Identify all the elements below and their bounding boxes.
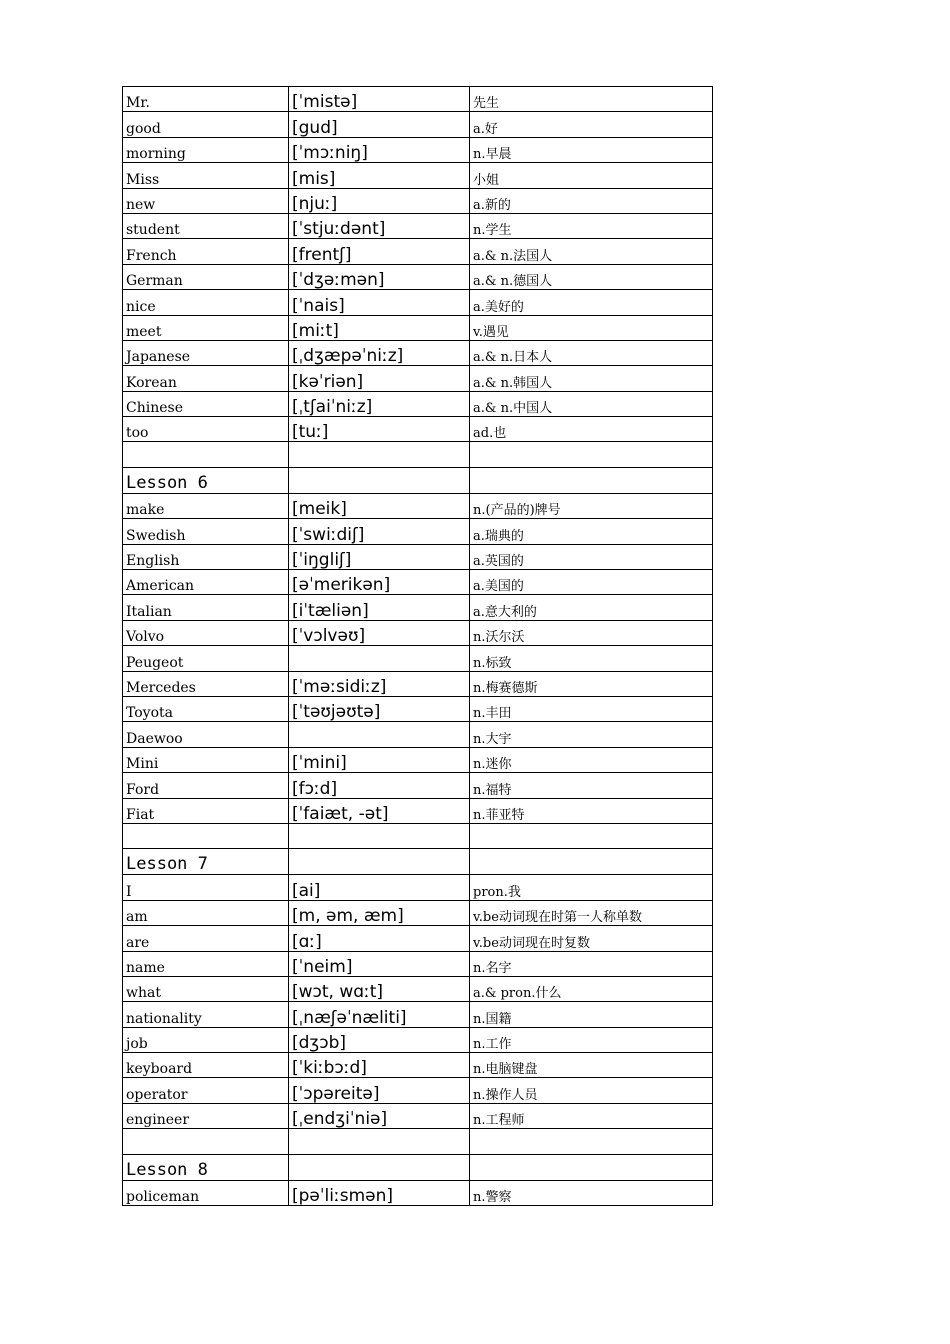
phonetic-cell: [ˈstjuːdənt]	[289, 213, 470, 238]
vocab-row	[123, 1129, 713, 1154]
phonetic-cell: [ˈswiːdiʃ]	[289, 519, 470, 544]
word-cell: policeman	[123, 1180, 289, 1205]
meaning-cell	[470, 442, 713, 467]
vocab-row	[123, 1002, 713, 1027]
phonetic-cell: [dʒɔb]	[289, 1027, 470, 1052]
word-cell: German	[123, 264, 289, 289]
word-cell: good	[123, 112, 289, 137]
phonetic-cell: [ˈfaiæt, -ət]	[289, 798, 470, 823]
vocab-row	[123, 875, 713, 900]
word-cell: are	[123, 926, 289, 951]
vocabulary-table-body	[123, 87, 713, 1206]
phonetic-cell: [wɔt, wɑːt]	[289, 976, 470, 1001]
phonetic-cell	[289, 823, 470, 848]
meaning-cell: n.(产品的)牌号	[470, 493, 713, 518]
meaning-cell: n.早晨	[470, 137, 713, 162]
vocab-row	[123, 87, 713, 112]
lesson-header-row	[123, 467, 713, 493]
vocab-row	[123, 646, 713, 671]
vocab-row	[123, 570, 713, 595]
word-cell: Volvo	[123, 620, 289, 645]
meaning-cell: n.国籍	[470, 1002, 713, 1027]
word-cell: too	[123, 417, 289, 442]
word-cell: am	[123, 900, 289, 925]
word-cell	[123, 442, 289, 467]
empty-cell	[289, 1154, 470, 1180]
meaning-cell: a.& pron.什么	[470, 976, 713, 1001]
phonetic-cell: [əˈmerikən]	[289, 570, 470, 595]
vocab-row	[123, 1027, 713, 1052]
word-cell: English	[123, 544, 289, 569]
phonetic-cell	[289, 722, 470, 747]
vocab-row	[123, 264, 713, 289]
vocab-row	[123, 137, 713, 162]
meaning-cell: a.英国的	[470, 544, 713, 569]
meaning-cell: a.新的	[470, 188, 713, 213]
meaning-cell: a.& n.韩国人	[470, 366, 713, 391]
meaning-cell: a.美国的	[470, 570, 713, 595]
meaning-cell: n.梅赛德斯	[470, 671, 713, 696]
vocab-row	[123, 544, 713, 569]
meaning-cell: n.沃尔沃	[470, 620, 713, 645]
meaning-cell: n.操作人员	[470, 1078, 713, 1103]
meaning-cell: 小姐	[470, 163, 713, 188]
phonetic-cell	[289, 646, 470, 671]
vocab-row	[123, 773, 713, 798]
meaning-cell: v.遇见	[470, 315, 713, 340]
phonetic-cell: [ˈɔpəreitə]	[289, 1078, 470, 1103]
word-cell: Toyota	[123, 696, 289, 721]
vocab-row	[123, 1053, 713, 1078]
meaning-cell: ad.也	[470, 417, 713, 442]
phonetic-cell: [fɔːd]	[289, 773, 470, 798]
phonetic-cell	[289, 1129, 470, 1154]
phonetic-cell: [ˌendʒiˈniə]	[289, 1103, 470, 1128]
vocab-row	[123, 900, 713, 925]
word-cell: Fiat	[123, 798, 289, 823]
phonetic-cell: [ˈmɔːniŋ]	[289, 137, 470, 162]
empty-cell	[470, 1154, 713, 1180]
word-cell: Chinese	[123, 391, 289, 416]
word-cell: meet	[123, 315, 289, 340]
phonetic-cell: [mis]	[289, 163, 470, 188]
phonetic-cell: [kəˈriən]	[289, 366, 470, 391]
vocab-row	[123, 391, 713, 416]
word-cell: Japanese	[123, 340, 289, 365]
meaning-cell: a.& n.日本人	[470, 340, 713, 365]
meaning-cell: n.名字	[470, 951, 713, 976]
vocab-row	[123, 163, 713, 188]
word-cell: morning	[123, 137, 289, 162]
word-cell: what	[123, 976, 289, 1001]
phonetic-cell: [meik]	[289, 493, 470, 518]
vocab-row	[123, 239, 713, 264]
word-cell: Italian	[123, 595, 289, 620]
vocab-row	[123, 951, 713, 976]
empty-cell	[289, 467, 470, 493]
word-cell: Mini	[123, 747, 289, 772]
meaning-cell: v.be动词现在时第一人称单数	[470, 900, 713, 925]
lesson-header-row	[123, 849, 713, 875]
phonetic-cell: [ˈmistə]	[289, 87, 470, 112]
meaning-cell: n.福特	[470, 773, 713, 798]
vocab-row	[123, 823, 713, 848]
phonetic-cell: [njuː]	[289, 188, 470, 213]
lesson-title: Lesson 7	[123, 849, 289, 875]
vocab-row	[123, 112, 713, 137]
word-cell: name	[123, 951, 289, 976]
phonetic-cell: [ˌdʒæpəˈniːz]	[289, 340, 470, 365]
word-cell: I	[123, 875, 289, 900]
phonetic-cell: [ˈtəʊjəʊtə]	[289, 696, 470, 721]
meaning-cell: n.菲亚特	[470, 798, 713, 823]
meaning-cell: n.丰田	[470, 696, 713, 721]
meaning-cell: n.电脑键盘	[470, 1053, 713, 1078]
phonetic-cell: [ˈkiːbɔːd]	[289, 1053, 470, 1078]
lesson-title: Lesson 8	[123, 1154, 289, 1180]
phonetic-cell: [frentʃ]	[289, 239, 470, 264]
empty-cell	[289, 849, 470, 875]
phonetic-cell: [ˈmini]	[289, 747, 470, 772]
word-cell: make	[123, 493, 289, 518]
lesson-header-row	[123, 1154, 713, 1180]
vocab-row	[123, 671, 713, 696]
vocab-row	[123, 188, 713, 213]
word-cell: Swedish	[123, 519, 289, 544]
word-cell: keyboard	[123, 1053, 289, 1078]
vocab-row	[123, 1180, 713, 1205]
word-cell: American	[123, 570, 289, 595]
meaning-cell: pron.我	[470, 875, 713, 900]
phonetic-cell: [ˌnæʃəˈnæliti]	[289, 1002, 470, 1027]
vocab-row	[123, 798, 713, 823]
vocab-row	[123, 493, 713, 518]
phonetic-cell: [ɑː]	[289, 926, 470, 951]
phonetic-cell: [ˈdʒəːmən]	[289, 264, 470, 289]
word-cell: operator	[123, 1078, 289, 1103]
phonetic-cell: [ˈvɔlvəʊ]	[289, 620, 470, 645]
phonetic-cell: [iˈtæliən]	[289, 595, 470, 620]
word-cell: nationality	[123, 1002, 289, 1027]
phonetic-cell: [ˈiŋgliʃ]	[289, 544, 470, 569]
vocab-row	[123, 926, 713, 951]
vocab-row	[123, 722, 713, 747]
word-cell: Daewoo	[123, 722, 289, 747]
word-cell: Mr.	[123, 87, 289, 112]
meaning-cell: a.瑞典的	[470, 519, 713, 544]
meaning-cell: a.意大利的	[470, 595, 713, 620]
word-cell: French	[123, 239, 289, 264]
vocab-row	[123, 696, 713, 721]
word-cell: Peugeot	[123, 646, 289, 671]
phonetic-cell: [m, əm, æm]	[289, 900, 470, 925]
meaning-cell: n.警察	[470, 1180, 713, 1205]
meaning-cell: n.标致	[470, 646, 713, 671]
lesson-title: Lesson 6	[123, 467, 289, 493]
meaning-cell: 先生	[470, 87, 713, 112]
phonetic-cell: [ˈnais]	[289, 290, 470, 315]
vocab-row	[123, 213, 713, 238]
word-cell: student	[123, 213, 289, 238]
meaning-cell: a.& n.德国人	[470, 264, 713, 289]
vocab-row	[123, 620, 713, 645]
meaning-cell: a.& n.法国人	[470, 239, 713, 264]
meaning-cell: n.工作	[470, 1027, 713, 1052]
word-cell: Mercedes	[123, 671, 289, 696]
phonetic-cell	[289, 442, 470, 467]
meaning-cell: a.& n.中国人	[470, 391, 713, 416]
vocab-row	[123, 366, 713, 391]
phonetic-cell: [miːt]	[289, 315, 470, 340]
vocab-row	[123, 519, 713, 544]
vocab-row	[123, 315, 713, 340]
phonetic-cell: [pəˈliːsmən]	[289, 1180, 470, 1205]
vocab-row	[123, 1078, 713, 1103]
meaning-cell: a.好	[470, 112, 713, 137]
word-cell: Korean	[123, 366, 289, 391]
phonetic-cell: [gud]	[289, 112, 470, 137]
empty-cell	[470, 849, 713, 875]
meaning-cell: n.学生	[470, 213, 713, 238]
phonetic-cell: [ˌtʃaiˈniːz]	[289, 391, 470, 416]
phonetic-cell: [ˈməːsidiːz]	[289, 671, 470, 696]
vocab-row	[123, 1103, 713, 1128]
word-cell: job	[123, 1027, 289, 1052]
meaning-cell: a.美好的	[470, 290, 713, 315]
meaning-cell	[470, 823, 713, 848]
word-cell: engineer	[123, 1103, 289, 1128]
word-cell: nice	[123, 290, 289, 315]
meaning-cell: n.工程师	[470, 1103, 713, 1128]
phonetic-cell: [ˈneim]	[289, 951, 470, 976]
empty-cell	[470, 467, 713, 493]
word-cell	[123, 823, 289, 848]
phonetic-cell: [ai]	[289, 875, 470, 900]
vocab-row	[123, 442, 713, 467]
meaning-cell: n.大宇	[470, 722, 713, 747]
word-cell: Miss	[123, 163, 289, 188]
phonetic-cell: [tuː]	[289, 417, 470, 442]
vocab-row	[123, 417, 713, 442]
vocab-row	[123, 340, 713, 365]
word-cell: Ford	[123, 773, 289, 798]
vocab-row	[123, 747, 713, 772]
word-cell: new	[123, 188, 289, 213]
meaning-cell: n.迷你	[470, 747, 713, 772]
vocab-row	[123, 595, 713, 620]
vocabulary-table	[122, 86, 713, 1206]
word-cell	[123, 1129, 289, 1154]
meaning-cell: v.be动词现在时复数	[470, 926, 713, 951]
vocab-row	[123, 976, 713, 1001]
meaning-cell	[470, 1129, 713, 1154]
vocab-row	[123, 290, 713, 315]
